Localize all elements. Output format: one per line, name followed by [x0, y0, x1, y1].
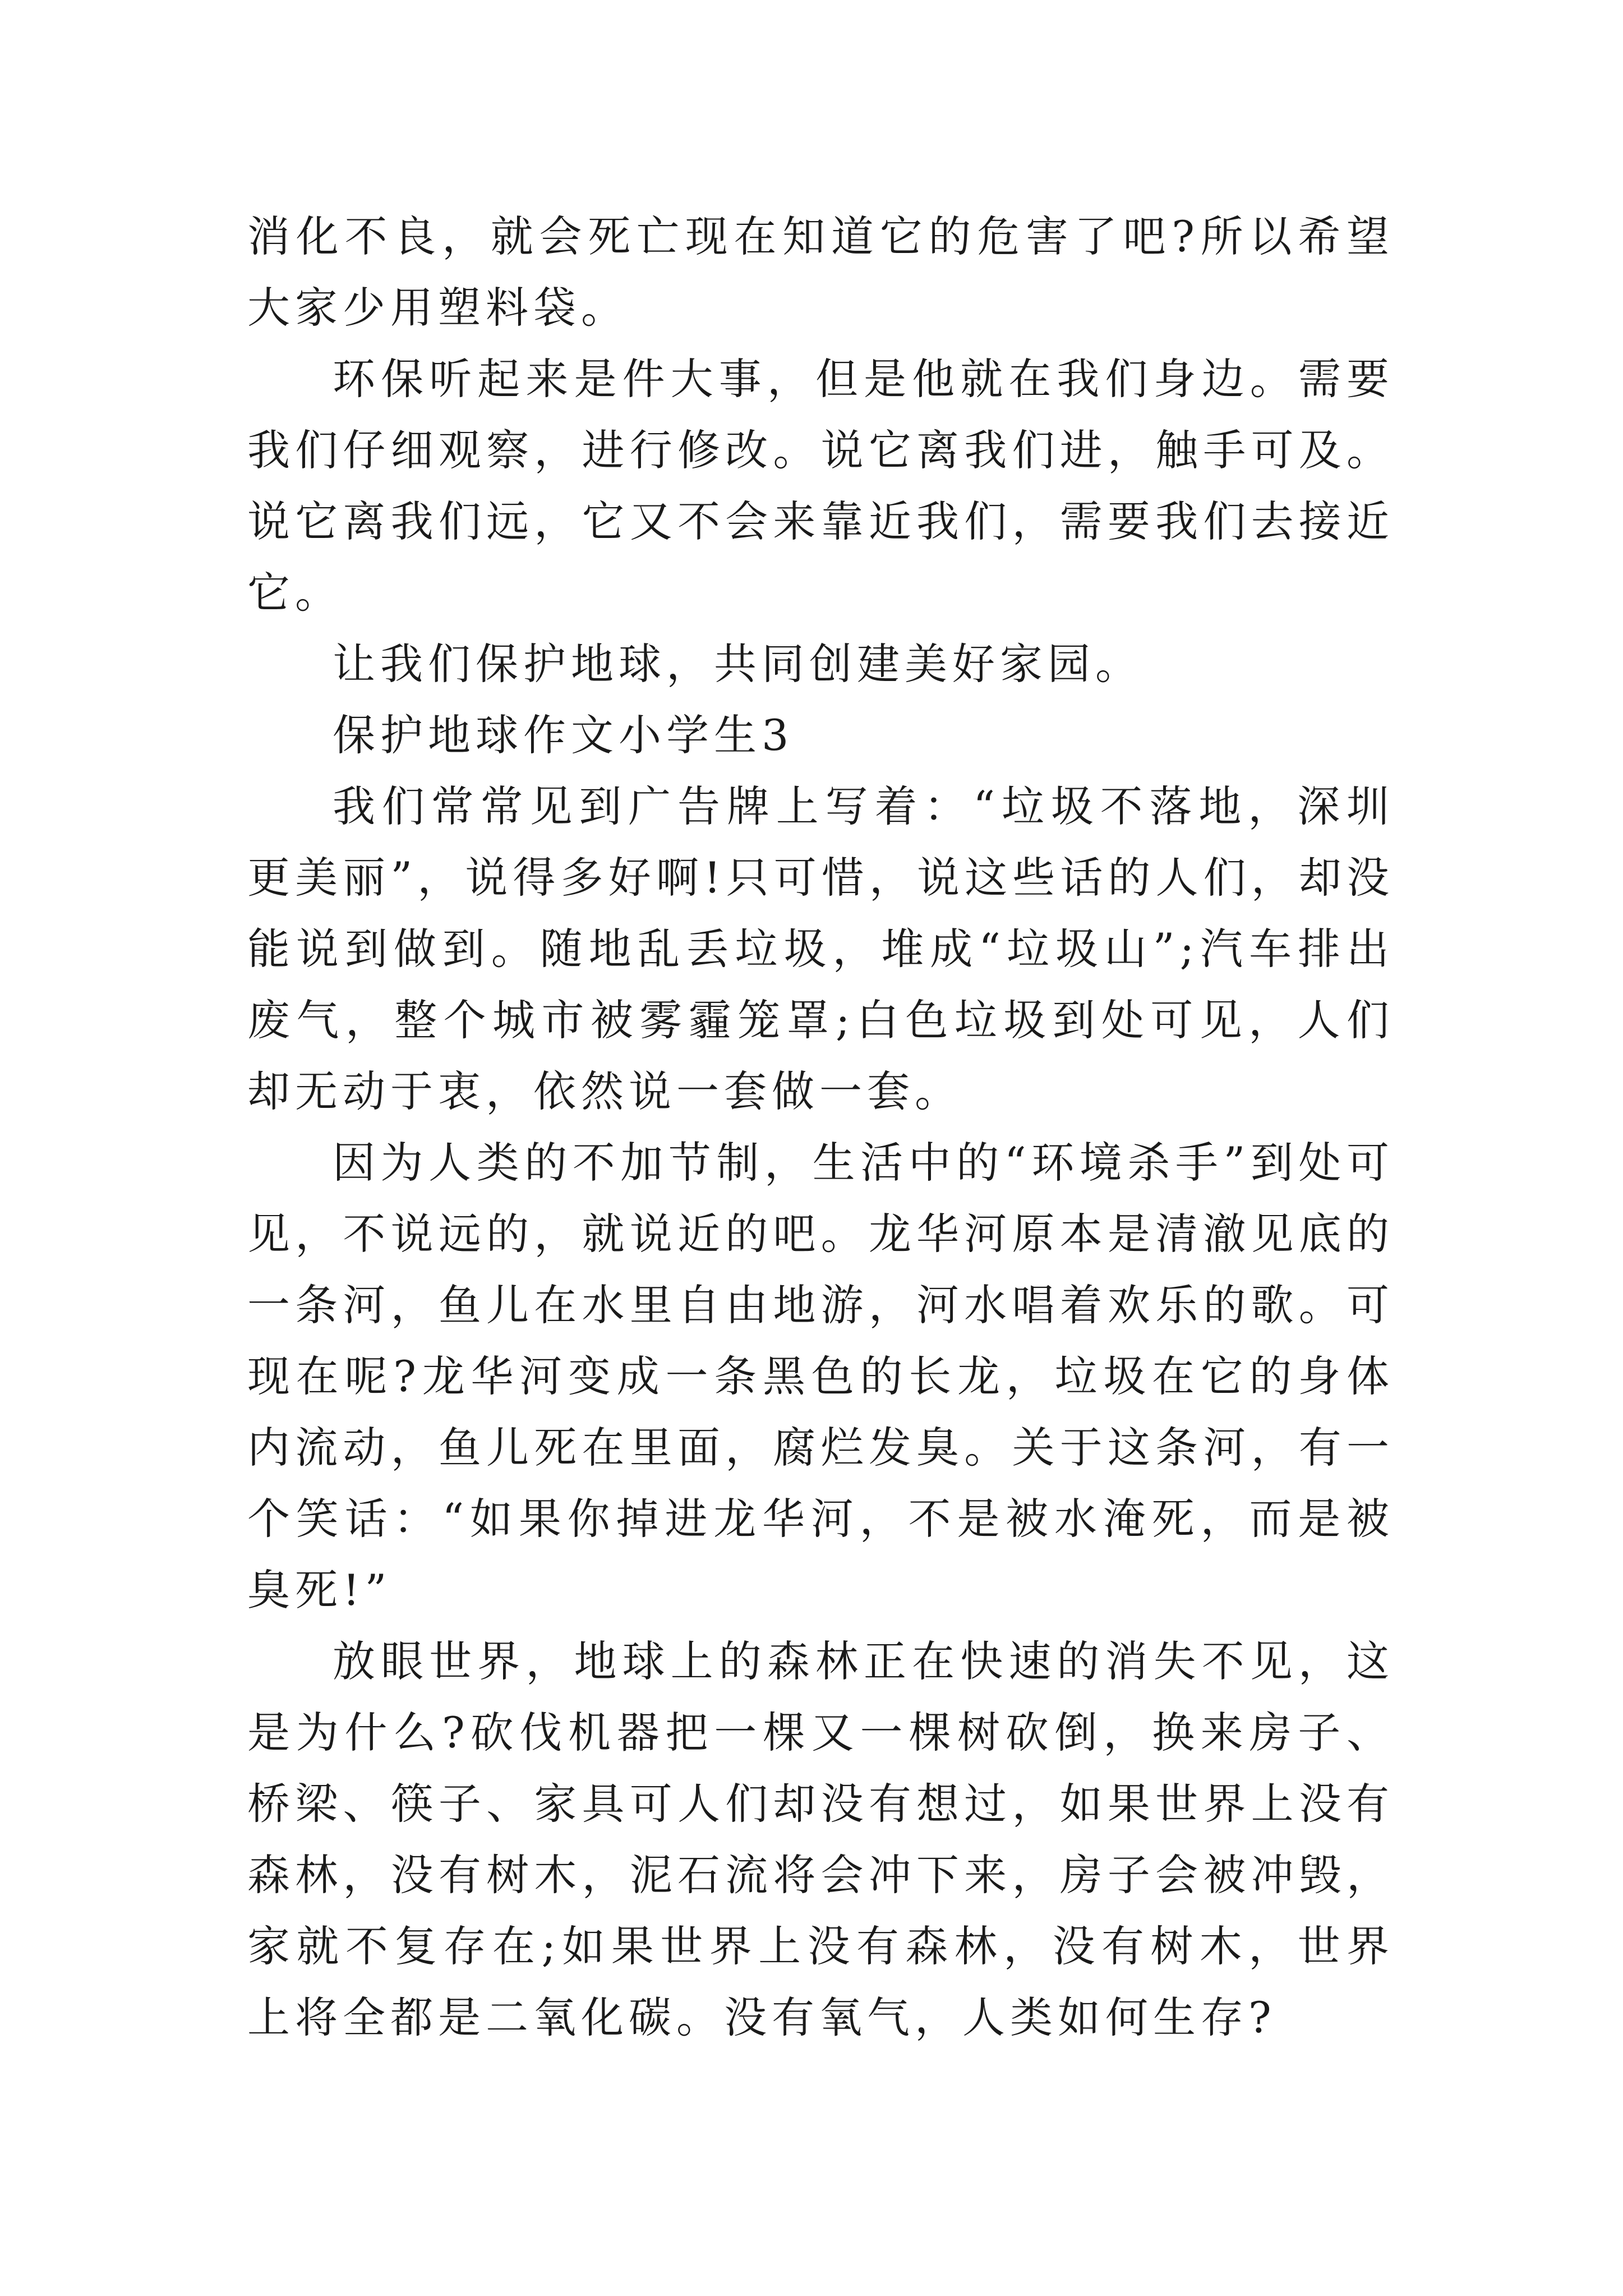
paragraph: 我们常常见到广告牌上写着：“垃圾不落地，深圳更美丽”，说得多好啊!只可惜，说这些话的人们，却没能说到做到。随地乱丢垃圾，堆成“垃圾山”;汽车排出废气，整个城市被雾霾笼罩;白色垃圾到处可见，人们却无动于衷，依然说一套做一套。 [247, 781, 1394, 1116]
paragraph: 环保听起来是件大事，但是他就在我们身边。需要我们仔细观察，进行修改。说它离我们进，触手可及。说它离我们远，它又不会来靠近我们，需要我们去接近它。 [247, 354, 1394, 618]
paragraph: 因为人类的不加节制，生活中的“环境杀手”到处可见，不说远的，就说近的吧。龙华河原本是清澈见底的一条河，鱼儿在水里自由地游，河水唱着欢乐的歌。可现在呢?龙华河变成一条黑色的长龙，垃圾在它的身体内流动，鱼儿死在里面，腐烂发臭。关于这条河，有一个笑话：“如果你掉进龙华河，不是被水淹死，而是被臭死!” [247, 1138, 1394, 1615]
section-heading: 保护地球作文小学生3 [333, 710, 794, 760]
paragraph: 让我们保护地球，共同创建美好家园。 [333, 639, 1143, 689]
paragraph: 放眼世界，地球上的森林正在快速的消失不见，这是为什么?砍伐机器把一棵又一棵树砍倒，换来房子、桥梁、筷子、家具可人们却没有想过，如果世界上没有森林，没有树木，泥石流将会冲下来，房子会被冲毁，家就不复存在;如果世界上没有森林，没有树木，世界上将全都是二氧化碳。没有氧气，人类如何生存? [247, 1636, 1394, 2042]
document-body [247, 201, 1394, 2053]
paragraph-continuation: 消化不良，就会死亡现在知道它的危害了吧?所以希望大家少用塑料袋。 [247, 211, 1394, 333]
